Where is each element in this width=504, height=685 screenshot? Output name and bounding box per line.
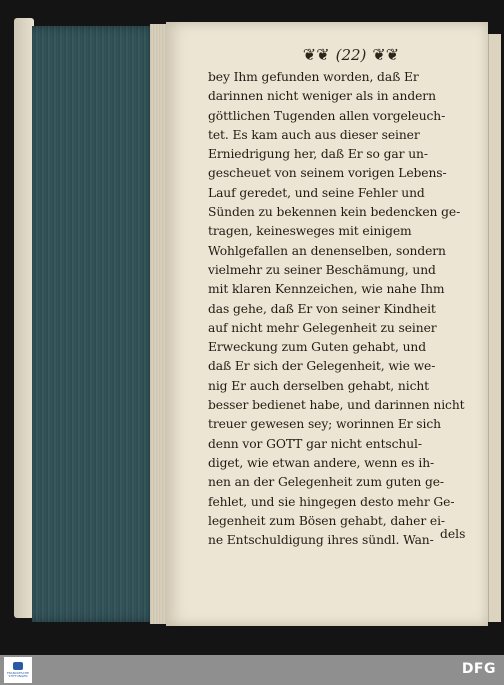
catchword: dels bbox=[440, 527, 466, 541]
text-line: ne Entschuldigung ihres sündl. Wan- bbox=[208, 533, 434, 548]
ornament-right-icon: ❦❦ bbox=[372, 45, 400, 64]
text-line: fehlet, und sie hingegen desto mehr Ge- bbox=[208, 494, 455, 509]
francke-logo-text: FRANCKESCHE STIFTUNGEN bbox=[6, 671, 30, 678]
dfg-logo[interactable]: DFG bbox=[461, 661, 496, 677]
page-number: (22) bbox=[335, 46, 367, 64]
text-line: treuer gewesen sey; worinnen Er sich bbox=[208, 417, 441, 432]
text-line: auf nicht mehr Gelegenheit zu seiner bbox=[208, 320, 437, 335]
text-line: mit klaren Kennzeichen, wie nahe Ihm bbox=[208, 282, 445, 297]
text-line: nen an der Gelegenheit zum guten ge- bbox=[208, 475, 444, 490]
text-line: Erniedrigung her, daß Er so gar un- bbox=[208, 147, 428, 162]
text-line: diget, wie etwan andere, wenn es ih- bbox=[208, 455, 435, 470]
text-line: Wohlgefallen an denenselben, sondern bbox=[208, 243, 446, 258]
facing-page-edge bbox=[488, 34, 501, 622]
text-line: das gehe, daß Er von seiner Kindheit bbox=[208, 301, 436, 316]
text-line: Sünden zu bekennen kein bedencken ge- bbox=[208, 205, 461, 220]
text-line: denn vor GOTT gar nicht entschul- bbox=[208, 436, 422, 451]
text-line: gescheuet von seinem vorigen Lebens- bbox=[208, 166, 447, 181]
ornament-left-icon: ❦❦ bbox=[302, 45, 330, 64]
page-header bbox=[296, 44, 406, 66]
text-line: Lauf geredet, und seine Fehler und bbox=[208, 185, 425, 200]
viewer-footer bbox=[0, 655, 504, 685]
francke-foundation-logo[interactable] bbox=[4, 657, 32, 683]
francke-logo-icon bbox=[13, 662, 23, 670]
text-line: vielmehr zu seiner Beschämung, und bbox=[208, 262, 436, 277]
text-line: Erweckung zum Guten gehabt, und bbox=[208, 340, 427, 355]
text-line: bey Ihm gefunden worden, daß Er bbox=[208, 70, 419, 84]
text-line: darinnen nicht weniger als in andern bbox=[208, 89, 436, 104]
page-edges bbox=[32, 26, 158, 622]
text-line: nig Er auch derselben gehabt, nicht bbox=[208, 378, 430, 393]
text-line: daß Er sich der Gelegenheit, wie we- bbox=[208, 359, 436, 374]
text-line: legenheit zum Bösen gehabt, daher ei- bbox=[208, 513, 445, 528]
body-text bbox=[208, 68, 478, 550]
text-line: göttlichen Tugenden allen vorgeleuch- bbox=[208, 108, 446, 123]
text-line: besser bedienet habe, und darinnen nicht bbox=[208, 398, 465, 413]
text-line: tragen, keinesweges mit einigem bbox=[208, 224, 412, 239]
back-cover bbox=[14, 18, 34, 618]
text-line: tet. Es kam auch aus dieser seiner bbox=[208, 127, 420, 142]
